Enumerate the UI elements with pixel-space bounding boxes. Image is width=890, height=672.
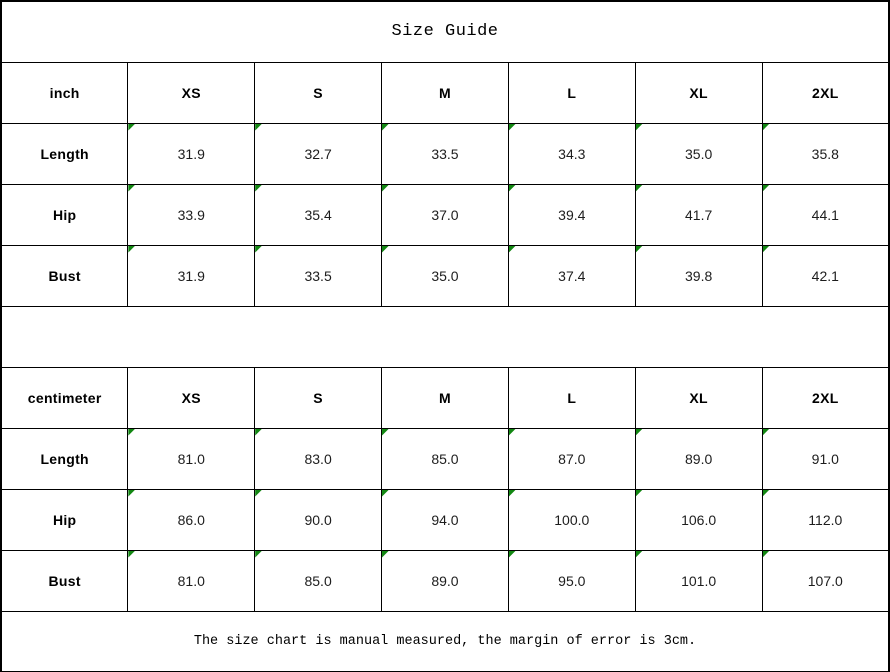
measurement-value: 85.0 <box>304 572 332 589</box>
row-label-bust: Bust <box>1 245 128 306</box>
measurement-cell <box>128 184 255 245</box>
corner-flag-icon <box>763 185 770 192</box>
row-label-hip: Hip <box>1 489 128 550</box>
measurement-value: 91.0 <box>811 450 839 467</box>
corner-flag-icon <box>128 246 135 253</box>
measurement-value: 86.0 <box>177 511 205 528</box>
row-label-length: Length <box>1 428 128 489</box>
corner-flag-icon <box>382 551 389 558</box>
measurement-cell <box>508 550 635 611</box>
corner-flag-icon <box>382 185 389 192</box>
size-header-s: S <box>255 367 382 428</box>
centimeter-hip-row <box>1 489 889 550</box>
corner-flag-icon <box>509 429 516 436</box>
corner-flag-icon <box>255 124 262 131</box>
corner-flag-icon <box>255 490 262 497</box>
corner-flag-icon <box>255 185 262 192</box>
measurement-value: 112.0 <box>808 511 843 528</box>
corner-flag-icon <box>763 429 770 436</box>
inch-hip-row <box>1 184 889 245</box>
measurement-cell <box>635 489 762 550</box>
corner-flag-icon <box>636 185 643 192</box>
measurement-cell <box>635 428 762 489</box>
corner-flag-icon <box>255 429 262 436</box>
corner-flag-icon <box>128 185 135 192</box>
measurement-value: 33.5 <box>431 145 459 162</box>
measurement-cell <box>382 123 509 184</box>
measurement-value: 35.4 <box>304 206 332 223</box>
measurement-cell <box>635 184 762 245</box>
inch-bust-row <box>1 245 889 306</box>
corner-flag-icon <box>636 429 643 436</box>
measurement-value: 39.4 <box>558 206 586 223</box>
row-label-length: Length <box>1 123 128 184</box>
measurement-value: 94.0 <box>431 511 459 528</box>
corner-flag-icon <box>128 490 135 497</box>
page-title: Size Guide <box>1 1 889 62</box>
measurement-cell <box>128 428 255 489</box>
measurement-cell <box>508 123 635 184</box>
measurement-value: 90.0 <box>304 511 332 528</box>
measurement-value: 44.1 <box>811 206 839 223</box>
inch-length-row <box>1 123 889 184</box>
measurement-value: 31.9 <box>177 145 205 162</box>
measurement-value: 81.0 <box>177 572 205 589</box>
measurement-value: 39.8 <box>685 267 713 284</box>
measurement-value: 85.0 <box>431 450 459 467</box>
size-header-xl: XL <box>635 62 762 123</box>
measurement-cell <box>762 428 889 489</box>
size-header-s: S <box>255 62 382 123</box>
measurement-cell <box>382 489 509 550</box>
corner-flag-icon <box>763 124 770 131</box>
corner-flag-icon <box>763 551 770 558</box>
measurement-cell <box>382 245 509 306</box>
measurement-cell <box>128 123 255 184</box>
corner-flag-icon <box>128 551 135 558</box>
measurement-cell <box>508 245 635 306</box>
measurement-cell <box>762 550 889 611</box>
size-header-l: L <box>508 62 635 123</box>
title-row <box>1 1 889 62</box>
measurement-cell <box>508 428 635 489</box>
measurement-value: 33.9 <box>177 206 205 223</box>
measurement-cell <box>255 184 382 245</box>
measurement-cell <box>762 489 889 550</box>
measurement-value: 89.0 <box>431 572 459 589</box>
corner-flag-icon <box>128 429 135 436</box>
size-header-m: M <box>382 62 509 123</box>
corner-flag-icon <box>509 185 516 192</box>
unit-cell-inch: inch <box>1 62 128 123</box>
measurement-cell <box>382 550 509 611</box>
measurement-value: 100.0 <box>554 511 590 528</box>
corner-flag-icon <box>509 124 516 131</box>
size-header-xl: XL <box>635 367 762 428</box>
corner-flag-icon <box>509 551 516 558</box>
corner-flag-icon <box>382 124 389 131</box>
measurement-value: 34.3 <box>558 145 586 162</box>
measurement-cell <box>635 245 762 306</box>
size-header-xs: XS <box>128 367 255 428</box>
corner-flag-icon <box>128 124 135 131</box>
measurement-cell <box>128 489 255 550</box>
corner-flag-icon <box>509 246 516 253</box>
measurement-value: 35.8 <box>811 145 839 162</box>
measurement-value: 83.0 <box>304 450 332 467</box>
row-label-bust: Bust <box>1 550 128 611</box>
corner-flag-icon <box>636 551 643 558</box>
corner-flag-icon <box>763 490 770 497</box>
measurement-value: 35.0 <box>685 145 713 162</box>
measurement-value: 81.0 <box>177 450 205 467</box>
measurement-value: 101.0 <box>681 572 717 589</box>
measurement-value: 35.0 <box>431 267 459 284</box>
size-header-xs: XS <box>128 62 255 123</box>
unit-cell-centimeter: centimeter <box>1 367 128 428</box>
corner-flag-icon <box>636 490 643 497</box>
size-header-2xl: 2XL <box>762 367 889 428</box>
measurement-value: 31.9 <box>177 267 205 284</box>
measurement-cell <box>255 550 382 611</box>
footer-note: The size chart is manual measured, the margin of error is 3cm. <box>1 611 889 672</box>
footer-row <box>1 611 889 672</box>
size-header-2xl: 2XL <box>762 62 889 123</box>
measurement-cell <box>255 489 382 550</box>
measurement-cell <box>382 428 509 489</box>
measurement-value: 37.4 <box>558 267 586 284</box>
measurement-cell <box>382 184 509 245</box>
corner-flag-icon <box>636 246 643 253</box>
measurement-value: 42.1 <box>811 267 839 284</box>
measurement-cell <box>635 550 762 611</box>
centimeter-bust-row <box>1 550 889 611</box>
measurement-value: 87.0 <box>558 450 586 467</box>
size-header-l: L <box>508 367 635 428</box>
corner-flag-icon <box>255 551 262 558</box>
corner-flag-icon <box>382 429 389 436</box>
measurement-cell <box>255 428 382 489</box>
corner-flag-icon <box>763 246 770 253</box>
corner-flag-icon <box>255 246 262 253</box>
corner-flag-icon <box>509 490 516 497</box>
measurement-value: 107.0 <box>807 572 843 589</box>
spacer-row <box>1 306 889 367</box>
measurement-cell <box>635 123 762 184</box>
measurement-value: 41.7 <box>685 206 713 223</box>
measurement-cell <box>762 123 889 184</box>
measurement-value: 37.0 <box>431 206 459 223</box>
centimeter-header-row <box>1 367 889 428</box>
measurement-cell <box>762 245 889 306</box>
measurement-cell <box>508 184 635 245</box>
measurement-value: 95.0 <box>558 572 586 589</box>
measurement-value: 106.0 <box>681 511 717 528</box>
measurement-cell <box>255 123 382 184</box>
spacer-cell <box>1 306 889 367</box>
measurement-value: 33.5 <box>304 267 332 284</box>
row-label-hip: Hip <box>1 184 128 245</box>
corner-flag-icon <box>382 490 389 497</box>
measurement-value: 32.7 <box>304 145 332 162</box>
size-header-m: M <box>382 367 509 428</box>
corner-flag-icon <box>382 246 389 253</box>
measurement-cell <box>255 245 382 306</box>
centimeter-length-row <box>1 428 889 489</box>
inch-header-row <box>1 62 889 123</box>
measurement-cell <box>508 489 635 550</box>
measurement-value: 89.0 <box>685 450 713 467</box>
measurement-cell <box>128 550 255 611</box>
measurement-cell <box>128 245 255 306</box>
measurement-cell <box>762 184 889 245</box>
corner-flag-icon <box>636 124 643 131</box>
